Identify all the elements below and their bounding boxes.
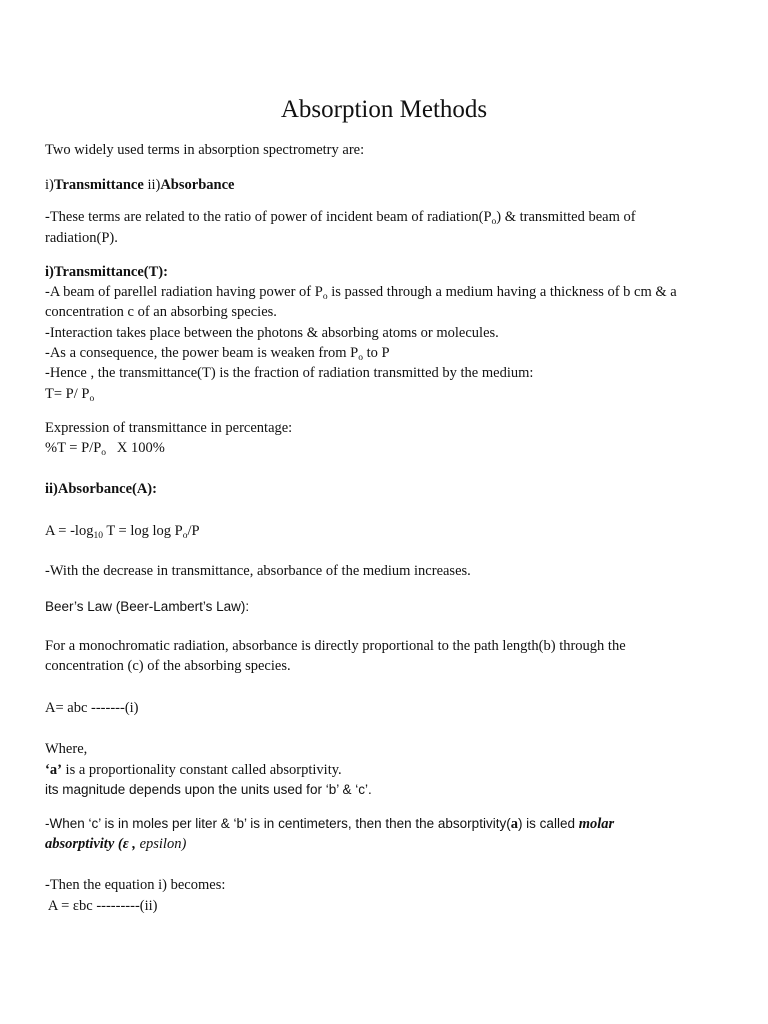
t-line1-b: is passed through a medium having a thickness of b cm & a: [327, 284, 677, 300]
transmittance-heading-text: i)Transmittance(T):: [45, 264, 168, 280]
terms-line: [45, 175, 234, 195]
a-formula-a: A = -log: [45, 523, 94, 539]
a-definition: [45, 760, 342, 780]
molar-line-2: [45, 834, 186, 854]
ratio-subscript: o: [491, 217, 497, 227]
units-line: its magnitude depends upon the units used for ‘b’ & ‘c’.: [45, 782, 372, 797]
beer-line-1: For a monochromatic radiation, absorbance is directly proportional to the path length(b) through the: [45, 638, 626, 654]
ratio-line-2: radiation(P).: [45, 230, 118, 246]
beer-line-2: concentration (c) of the absorbing species.: [45, 658, 291, 674]
t-line4-sub: o: [358, 353, 364, 363]
a-formula-sub2: o: [182, 531, 188, 541]
t-line1-a: -A beam of parellel radiation having power of P: [45, 284, 323, 300]
page-title: Absorption Methods: [280, 96, 488, 123]
a-formula-b: T = log log P: [102, 523, 183, 539]
beer-law-heading: Beer’s Law (Beer-Lambert’s Law):: [45, 599, 250, 614]
molar-word: molar: [578, 816, 615, 832]
percent-formula-b: X 100%: [106, 440, 165, 456]
molar-text-a: -When ‘c’ is in moles per liter & ‘b’ is in centimeters, then then the absorptivity(: [45, 816, 511, 831]
a-formula-sub: 10: [93, 531, 103, 541]
percent-formula-a: %T = P/P: [45, 440, 102, 456]
percent-label: Expression of transmittance in percentage:: [45, 420, 293, 436]
absorbance-heading: [45, 479, 157, 499]
absorbance-heading-text: ii)Absorbance(A):: [45, 481, 157, 497]
term-transmittance: Transmittance: [53, 177, 144, 193]
epsilon-word: epsilon): [135, 836, 187, 852]
term-absorbance: Absorbance: [160, 177, 235, 193]
terms-prefix-1: i): [45, 177, 54, 193]
terms-prefix-2: ii): [143, 177, 161, 193]
absorbance-formula: [45, 521, 200, 541]
ratio-text-a: -These terms are related to the ratio of power of incident beam of radiation(P: [45, 209, 492, 225]
molar-absorptivity: absorptivity (ε ,: [45, 836, 136, 852]
a-formula-c: /P: [187, 523, 200, 539]
intro-text: Two widely used terms in absorption spectrometry are:: [45, 142, 365, 158]
transmittance-line-5: -Hence , the transmittance(T) is the fraction of radiation transmitted by the medium:: [45, 365, 534, 381]
then-line: -Then the equation i) becomes:: [45, 877, 226, 893]
t-line4-b: to P: [363, 345, 390, 361]
a-definition-text: is a proportionality constant called absorptivity.: [61, 762, 342, 778]
percent-formula-sub: o: [101, 448, 107, 458]
t-line1-sub: o: [322, 292, 328, 302]
t-formula-text: T= P/ P: [45, 386, 90, 402]
where-label: Where,: [45, 741, 88, 757]
molar-a-bold: a: [510, 816, 518, 832]
equation-1: A= abc -------(i): [45, 700, 139, 716]
transmittance-line-2: concentration c of an absorbing species.: [45, 304, 277, 320]
transmittance-line-3: -Interaction takes place between the photons & absorbing atoms or molecules.: [45, 325, 499, 341]
t-line4-a: -As a consequence, the power beam is weaken from P: [45, 345, 359, 361]
equation-2: A = εbc ---------(ii): [45, 898, 158, 914]
transmittance-line-1: [45, 282, 677, 302]
transmittance-heading: [45, 262, 168, 282]
molar-text-c: ) is called: [517, 816, 579, 831]
molar-line-1: [45, 814, 614, 834]
absorbance-note: -With the decrease in transmittance, absorbance of the medium increases.: [45, 563, 471, 579]
transmittance-line-4: [45, 343, 390, 363]
a-term: ‘a’: [45, 762, 62, 778]
transmittance-formula: [45, 384, 94, 404]
ratio-line-1: [45, 207, 636, 227]
ratio-text-b: ) & transmitted beam of: [496, 209, 636, 225]
t-formula-sub: o: [89, 394, 95, 404]
percent-formula: [45, 438, 165, 458]
